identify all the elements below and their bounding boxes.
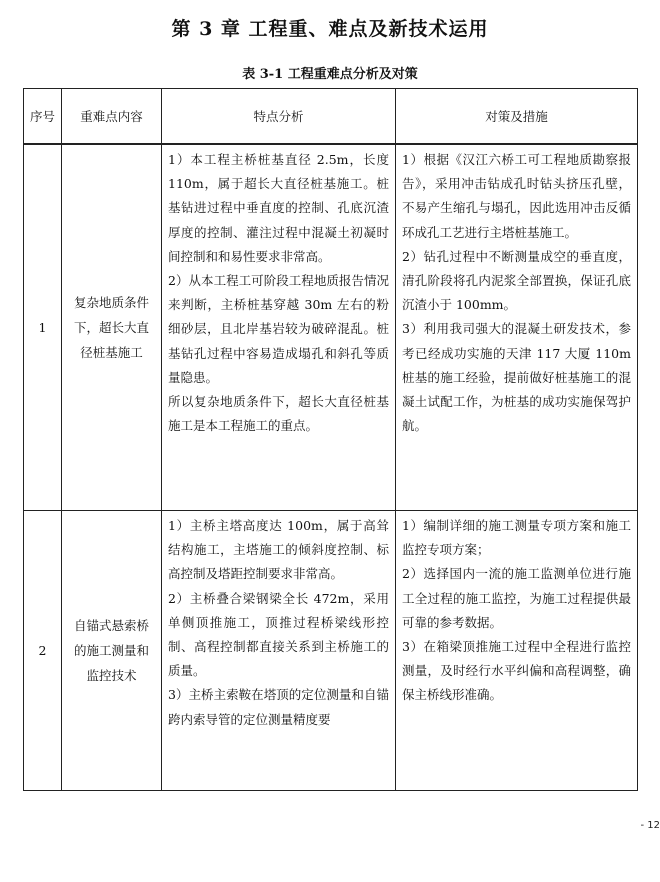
chapter-title: 第 3 章 工程重、难点及新技术运用 (171, 18, 489, 40)
feature-analysis (162, 511, 396, 791)
table-row (24, 511, 638, 791)
table-caption: 表 3-1 工程重难点分析及对策 (242, 67, 418, 82)
risk-analysis-table (23, 88, 638, 791)
header-analysis: 特点分析 (162, 89, 396, 145)
difficulty-content: 自锚式悬索桥的施工测量和监控技术 (62, 511, 162, 791)
feature-analysis (162, 144, 396, 511)
header-content: 重难点内容 (62, 89, 162, 145)
analysis-paragraph: 所以复杂地质条件下，超长大直径桩基施工是本工程施工的重点。 (168, 394, 389, 434)
analysis-paragraph: 3）主桥主索鞍在塔顶的定位测量和自锚跨内索导管的定位测量精度要 (168, 687, 389, 727)
row-number: 1 (24, 144, 62, 511)
measure-paragraph: 3）在箱梁顶推施工过程中全程进行监控测量，及时经行水平纠偏和高程调整，确保主桥线形准确。 (402, 639, 631, 703)
header-seq: 序号 (24, 89, 62, 145)
header-measures: 对策及措施 (396, 89, 638, 145)
page-number: - 12 (640, 820, 660, 831)
analysis-paragraph: 2）主桥叠合梁钢梁全长 472m，采用单侧顶推施工，顶推过程桥梁线形控制、高程控制都直接关系到主桥施工的质量。 (168, 590, 389, 679)
countermeasures (396, 144, 638, 511)
countermeasures (396, 511, 638, 791)
measure-paragraph: 2）选择国内一流的施工监测单位进行施工全过程的施工监控，为施工过程提供最可靠的参考数据。 (402, 566, 631, 630)
measure-paragraph: 3）利用我司强大的混凝土研发技术，参考已经成功实施的天津 117 大厦 110m 桩基的施工经验，提前做好桩基施工的混凝土试配工作，为桩基的成功实施保驾护航。 (402, 321, 631, 434)
row-number: 2 (24, 511, 62, 791)
table-header-row (24, 89, 638, 145)
measure-paragraph: 1）根据《汉江六桥工可工程地质勘察报告》，采用冲击钻成孔时钻头挤压孔壁，不易产生缩孔与塌孔，因此选用冲击反循环成孔工艺进行主塔桩基施工。 (402, 152, 631, 240)
measure-paragraph: 1）编制详细的施工测量专项方案和施工监控专项方案； (402, 518, 631, 558)
measure-paragraph: 2）钻孔过程中不断测量成空的垂直度，清孔阶段将孔内泥浆全部置换，保证孔底沉渣小于 100mm。 (402, 248, 631, 313)
analysis-paragraph: 1）本工程主桥桩基直径 2.5m，长度 110m，属于超长大直径桩基施工。桩基钻进过程中垂直度的控制、孔底沉渣厚度的控制、灌注过程中混凝土初凝时间控制和和易性要求非常高。 (168, 152, 389, 264)
analysis-paragraph: 2）从本工程工可阶段工程地质报告情况来判断，主桥桩基穿越 30m 左右的粉细砂层，且北岸基岩较为破碎混乱。桩基钻孔过程中容易造成塌孔和斜孔等质量隐患。 (168, 273, 389, 385)
analysis-paragraph: 1）主桥主塔高度达 100m，属于高耸结构施工，主塔施工的倾斜度控制、标高控制及塔距控制要求非常高。 (168, 518, 389, 582)
difficulty-content: 复杂地质条件下，超长大直径桩基施工 (62, 144, 162, 511)
table-row (24, 144, 638, 511)
